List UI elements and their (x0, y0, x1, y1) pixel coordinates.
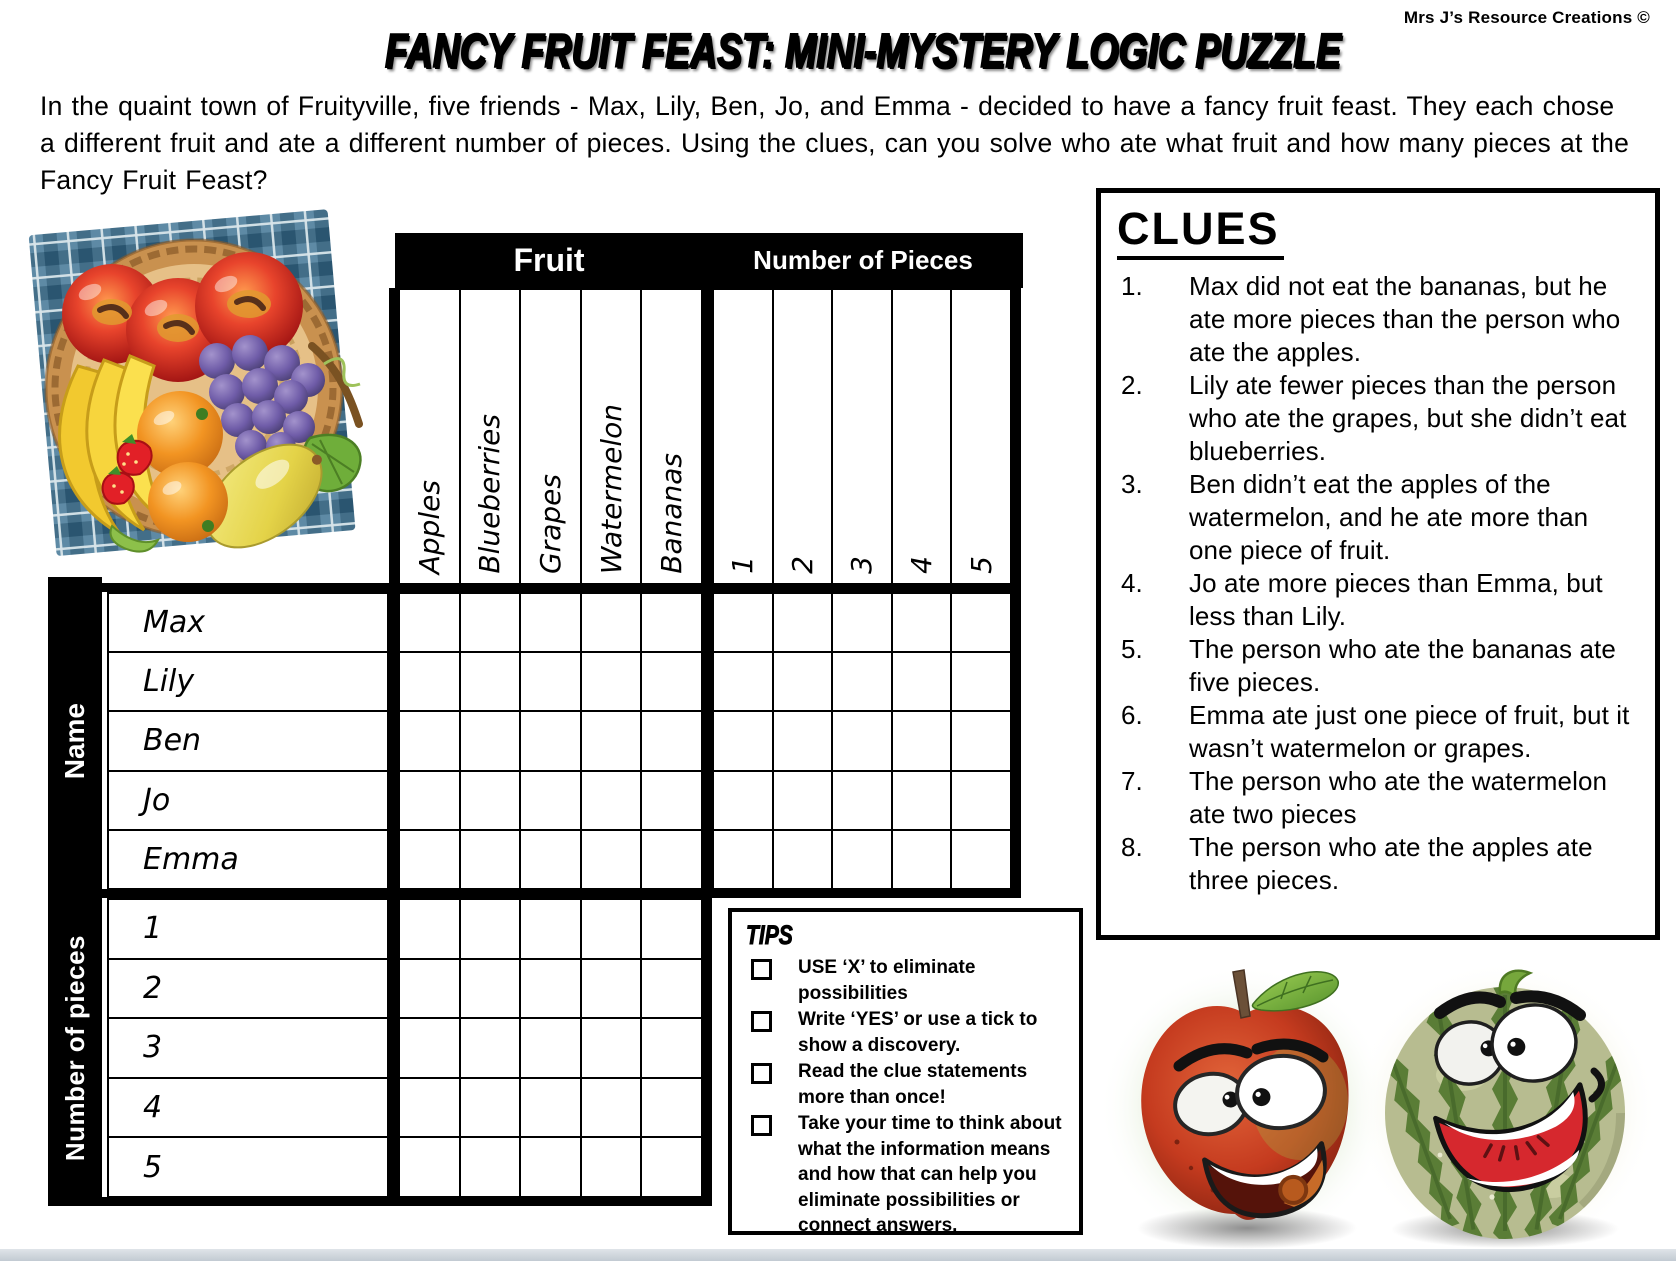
answer-cell[interactable] (521, 712, 580, 769)
answer-cell[interactable] (833, 594, 891, 651)
clue-item: 8. The person who ate the apples ate three pieces. (1121, 832, 1593, 895)
tip-item: Write ‘YES’ or use a tick to show a discovery. (744, 1007, 1067, 1058)
answer-cell[interactable] (400, 1019, 459, 1077)
fruit-group-header: Fruit (513, 242, 585, 278)
answer-cell[interactable] (461, 712, 520, 769)
answer-cell[interactable] (714, 712, 772, 769)
answer-cell[interactable] (952, 772, 1010, 829)
answer-cell[interactable] (774, 653, 832, 710)
answer-cell[interactable] (400, 831, 459, 888)
page-title-wrap (0, 24, 1676, 79)
answer-cell[interactable] (521, 900, 580, 958)
answer-cell[interactable] (400, 712, 459, 769)
answer-cell[interactable] (582, 1019, 641, 1077)
answer-cell[interactable] (461, 1019, 520, 1077)
answer-cell[interactable] (642, 1019, 701, 1077)
clue-item: 2. Lily ate fewer pieces than the person who ate the grapes, but she didn’t eat blueberries. (1121, 370, 1627, 466)
pieces-row-4: 4 (109, 1079, 387, 1137)
answer-cell[interactable] (461, 772, 520, 829)
clue-item: 1. Max did not eat the bananas, but he ate more pieces than the person who ate the apples. (1121, 271, 1621, 367)
answer-cell[interactable] (521, 1019, 580, 1077)
answer-cell[interactable] (582, 712, 641, 769)
fruit-column-apples: Apples (400, 290, 459, 584)
answer-cell[interactable] (582, 960, 641, 1018)
tip-item: Read the clue statements more than once! (744, 1059, 1067, 1110)
tips-title: TIPS (746, 920, 793, 950)
answer-cell[interactable] (833, 653, 891, 710)
answer-cell[interactable] (400, 1079, 459, 1137)
answer-cell[interactable] (461, 831, 520, 888)
answer-cell[interactable] (642, 594, 701, 651)
clue-item: 4. Jo ate more pieces than Emma, but less than Lily. (1121, 568, 1603, 631)
answer-cell[interactable] (642, 1079, 701, 1137)
clue-item: 3. Ben didn’t eat the apples of the watermelon, and he ate more than one piece of fruit. (1121, 469, 1589, 565)
checkbox-icon (751, 1011, 772, 1032)
fruit-column-labels (398, 288, 703, 586)
answer-cell[interactable] (833, 772, 891, 829)
grid-divider (102, 1197, 712, 1206)
answer-cell[interactable] (400, 653, 459, 710)
answer-cell[interactable] (400, 594, 459, 651)
answer-cell[interactable] (400, 1138, 459, 1196)
grid-divider (102, 583, 1021, 592)
fruit-column-watermelon: Watermelon (582, 290, 641, 584)
answer-cell[interactable] (893, 653, 951, 710)
answer-cell[interactable] (582, 594, 641, 651)
answer-cell[interactable] (461, 594, 520, 651)
cartoon-watermelon-character (1342, 945, 1668, 1257)
answer-cell[interactable] (952, 712, 1010, 769)
answer-cell[interactable] (582, 1079, 641, 1137)
pieces-column-2: 2 (774, 290, 832, 584)
answer-cell[interactable] (714, 772, 772, 829)
checkbox-icon (751, 1115, 772, 1136)
answer-cell[interactable] (952, 653, 1010, 710)
answer-cell[interactable] (774, 594, 832, 651)
pieces-row-3: 3 (109, 1019, 387, 1077)
page-title: FANCY FRUIT FEAST: MINI-MYSTERY LOGIC PUZZLE (384, 25, 1342, 78)
clues-title: CLUES (1117, 203, 1284, 260)
answer-cell[interactable] (714, 594, 772, 651)
fruit-column-blueberries: Blueberries (461, 290, 520, 584)
answer-cell[interactable] (714, 831, 772, 888)
answer-cell[interactable] (521, 594, 580, 651)
grid-divider (102, 889, 1021, 898)
answer-cell[interactable] (461, 653, 520, 710)
name-row-labels (107, 592, 389, 890)
answer-cell[interactable] (582, 831, 641, 888)
answer-cell[interactable] (893, 712, 951, 769)
answer-cell[interactable] (642, 712, 701, 769)
answer-cell[interactable] (642, 1138, 701, 1196)
answer-cell[interactable] (400, 960, 459, 1018)
pieces-axis-label: Number of pieces (59, 934, 90, 1162)
answer-cell[interactable] (642, 653, 701, 710)
pieces-column-5: 5 (952, 290, 1010, 584)
grid-divider (703, 288, 712, 1206)
fruit-basket-illustration (12, 196, 364, 568)
name-row-ben: Ben (109, 712, 387, 769)
answer-cell[interactable] (521, 1079, 580, 1137)
tip-item: Take your time to think about what the information means and how that can help you eliminate possibilities or connect answers. (744, 1111, 1067, 1239)
fruit-column-bananas: Bananas (642, 290, 701, 584)
page-edge-shadow (0, 1249, 1676, 1261)
answer-cell[interactable] (521, 653, 580, 710)
answer-cell[interactable] (400, 772, 459, 829)
answer-cell[interactable] (774, 712, 832, 769)
checkbox-icon (751, 959, 772, 980)
pieces-row-1: 1 (109, 900, 387, 958)
answer-cell[interactable] (952, 594, 1010, 651)
name-row-max: Max (109, 594, 387, 651)
name-row-lily: Lily (109, 653, 387, 710)
answer-cell[interactable] (582, 772, 641, 829)
pieces-column-3: 3 (833, 290, 891, 584)
clues-panel (1096, 188, 1660, 940)
clue-item: 7. The person who ate the watermelon ate two pieces (1121, 766, 1608, 829)
answer-grid-names-pieces (712, 592, 1012, 890)
intro-paragraph: In the quaint town of Fruityville, five friends - Max, Lily, Ben, Jo, and Emma - decided to have a fancy fruit feast. They each chose a different fruit and ate a different number of pieces. Using the clues, can you solve who ate what fruit and how many pieces at the Fancy Fruit Feast? (40, 91, 1630, 195)
answer-cell[interactable] (521, 772, 580, 829)
pieces-column-1: 1 (714, 290, 772, 584)
answer-cell[interactable] (833, 712, 891, 769)
clue-item: 6. Emma ate just one piece of fruit, but it wasn’t watermelon or grapes. (1121, 700, 1630, 763)
answer-grid-names-fruit (398, 592, 703, 890)
answer-cell[interactable] (952, 831, 1010, 888)
answer-cell[interactable] (642, 772, 701, 829)
name-row-jo: Jo (109, 772, 387, 829)
answer-cell[interactable] (774, 831, 832, 888)
answer-grid-pieces-fruit (398, 898, 703, 1198)
answer-cell[interactable] (461, 1079, 520, 1137)
pieces-row-2: 2 (109, 960, 387, 1018)
answer-cell[interactable] (521, 1138, 580, 1196)
answer-cell[interactable] (642, 900, 701, 958)
fruit-column-grapes: Grapes (521, 290, 580, 584)
pieces-column-4: 4 (893, 290, 951, 584)
answer-cell[interactable] (714, 653, 772, 710)
answer-cell[interactable] (521, 960, 580, 1018)
answer-cell[interactable] (893, 772, 951, 829)
answer-cell[interactable] (893, 831, 951, 888)
pieces-column-labels (712, 288, 1012, 586)
name-axis-label: Name (59, 702, 90, 780)
answer-cell[interactable] (582, 653, 641, 710)
answer-cell[interactable] (582, 1138, 641, 1196)
answer-cell[interactable] (400, 900, 459, 958)
grid-header-banner (395, 233, 1023, 288)
answer-cell[interactable] (642, 831, 701, 888)
pieces-row-5: 5 (109, 1138, 387, 1196)
tip-item: USE ‘X’ to eliminate possibilities (744, 955, 1067, 1006)
name-row-emma: Emma (109, 831, 387, 888)
answer-cell[interactable] (833, 831, 891, 888)
answer-cell[interactable] (642, 960, 701, 1018)
checkbox-icon (751, 1063, 772, 1084)
answer-cell[interactable] (461, 960, 520, 1018)
answer-cell[interactable] (521, 831, 580, 888)
grid-divider (1012, 288, 1021, 898)
answer-cell[interactable] (461, 1138, 520, 1196)
clue-item: 5. The person who ate the bananas ate five pieces. (1121, 634, 1616, 697)
pieces-group-header: Number of Pieces (753, 245, 973, 275)
author-credit: Mrs J’s Resource Creations © (1403, 8, 1650, 27)
answer-cell[interactable] (582, 900, 641, 958)
answer-cell[interactable] (774, 772, 832, 829)
answer-cell[interactable] (461, 900, 520, 958)
tips-panel (728, 908, 1083, 1235)
pieces-row-labels (107, 898, 389, 1198)
answer-cell[interactable] (893, 594, 951, 651)
grid-divider (389, 288, 398, 1206)
